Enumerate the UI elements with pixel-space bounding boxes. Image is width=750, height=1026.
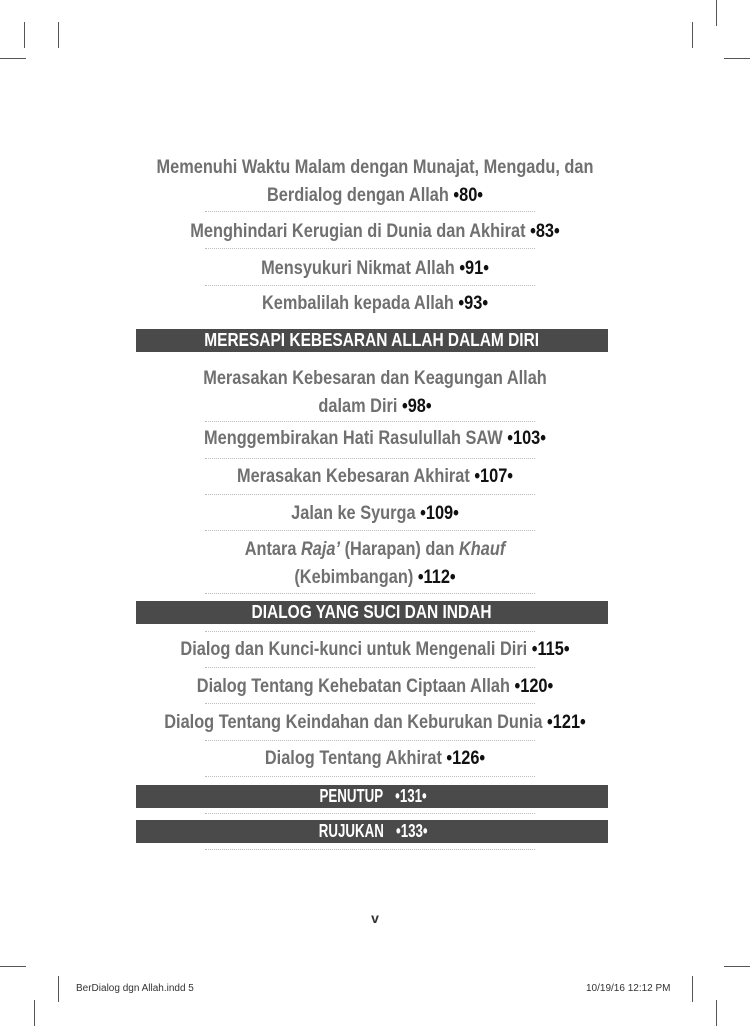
dotted-divider — [205, 494, 535, 495]
crop-mark — [724, 58, 750, 59]
section-header — [136, 601, 608, 624]
toc-page-number: •91• — [459, 258, 489, 279]
toc-entry-title: Memenuhi Waktu Malam dengan Munajat, Mengadu, dan — [156, 157, 594, 178]
toc-entry — [53, 636, 698, 664]
toc-entry-title: dalam Diri — [318, 396, 398, 417]
section-header-references — [136, 820, 608, 843]
crop-mark — [34, 1000, 35, 1026]
toc-entry-title: Mensyukuri Nikmat Allah — [261, 258, 455, 279]
crop-mark — [692, 22, 693, 48]
toc-entry — [53, 709, 698, 737]
toc-entry-title: Dialog Tentang Keindahan dan Keburukan Dunia — [164, 712, 543, 733]
toc-page-number: •103• — [507, 428, 546, 449]
toc-entry-title: (Harapan) dan — [340, 539, 460, 560]
crop-mark — [692, 976, 693, 1002]
dotted-divider — [205, 530, 535, 531]
dotted-divider — [205, 849, 535, 850]
section-title: DIALOG YANG SUCI DAN INDAH — [252, 602, 492, 622]
toc-entry-title: Dialog dan Kunci-kunci untuk Mengenali Diri — [180, 639, 528, 660]
crop-mark — [716, 1000, 717, 1026]
toc-entry — [53, 365, 698, 421]
toc-entry — [53, 673, 698, 701]
toc-page-number: •133• — [396, 821, 428, 841]
dotted-divider — [205, 740, 535, 741]
dotted-divider — [205, 211, 535, 212]
crop-mark — [24, 22, 25, 48]
toc-entry — [53, 425, 698, 453]
toc-page-number: •83• — [530, 221, 560, 242]
dotted-divider — [205, 703, 535, 704]
toc-entry-title: Menghindari Kerugian di Dunia dan Akhirat — [190, 221, 526, 242]
dotted-divider — [205, 248, 535, 249]
toc-entry — [53, 290, 698, 318]
dotted-divider — [205, 667, 535, 668]
crop-mark — [58, 976, 59, 1002]
dotted-divider — [205, 776, 535, 777]
toc-page-number: •112• — [417, 567, 456, 588]
dotted-divider — [205, 421, 535, 422]
toc-page-number: •131• — [395, 786, 427, 806]
section-header-closing — [136, 785, 608, 808]
toc-entry-title: Berdialog dengan Allah — [266, 185, 449, 206]
toc-entry-title: Dialog Tentang Akhirat — [264, 748, 442, 769]
toc-entry-title-italic: Raja’ — [300, 539, 341, 560]
toc-page-number: •120• — [514, 676, 554, 697]
toc-page-number: •80• — [453, 185, 484, 206]
crop-mark — [716, 0, 717, 26]
toc-entry — [53, 154, 698, 210]
toc-page-number: •98• — [401, 396, 432, 417]
toc-entry — [53, 745, 698, 773]
dotted-divider — [205, 458, 535, 459]
crop-mark — [0, 58, 26, 59]
page-number: v — [371, 910, 379, 926]
toc-page-number: •121• — [547, 712, 586, 733]
toc-entry-title: Menggembirakan Hati Rasulullah SAW — [204, 428, 503, 449]
slug-timestamp: 10/19/16 12:12 PM — [586, 983, 671, 994]
toc-entry — [53, 500, 698, 528]
toc-entry-title: Merasakan Kebesaran dan Keagungan Allah — [203, 368, 547, 389]
toc-entry-title: Dialog Tentang Kehebatan Ciptaan Allah — [196, 676, 510, 697]
toc-entry-title: Merasakan Kebesaran Akhirat — [236, 466, 470, 487]
dotted-divider — [205, 285, 535, 286]
toc-entry-title: Antara — [244, 539, 301, 560]
toc-page-number: •93• — [458, 293, 489, 314]
dotted-divider — [205, 631, 535, 632]
crop-mark — [0, 966, 26, 967]
toc-entry-title-italic: Khauf — [459, 539, 506, 560]
toc-page-number: •109• — [420, 503, 459, 524]
toc-page-number: •126• — [446, 748, 486, 769]
toc-entry-title: (Kebimbangan) — [294, 567, 414, 588]
toc-entry — [53, 218, 698, 246]
toc-page-number: •115• — [531, 639, 570, 660]
toc-entry — [53, 255, 698, 283]
toc-entry — [53, 463, 698, 491]
crop-mark — [724, 966, 750, 967]
toc-page-number: •107• — [474, 466, 514, 487]
section-title: PENUTUP — [319, 786, 384, 806]
toc-entry-title: Jalan ke Syurga — [291, 503, 416, 524]
section-header — [136, 329, 608, 352]
section-title: RUJUKAN — [318, 821, 385, 841]
section-title: MERESAPI KEBESARAN ALLAH DALAM DIRI — [204, 330, 540, 350]
crop-mark — [58, 22, 59, 48]
toc-entry-title: Kembalilah kepada Allah — [261, 293, 454, 314]
dotted-divider — [205, 593, 535, 594]
dotted-divider — [205, 813, 535, 814]
slug-file-info: BerDialog dgn Allah.indd 5 — [76, 983, 194, 994]
toc-entry — [53, 536, 698, 592]
